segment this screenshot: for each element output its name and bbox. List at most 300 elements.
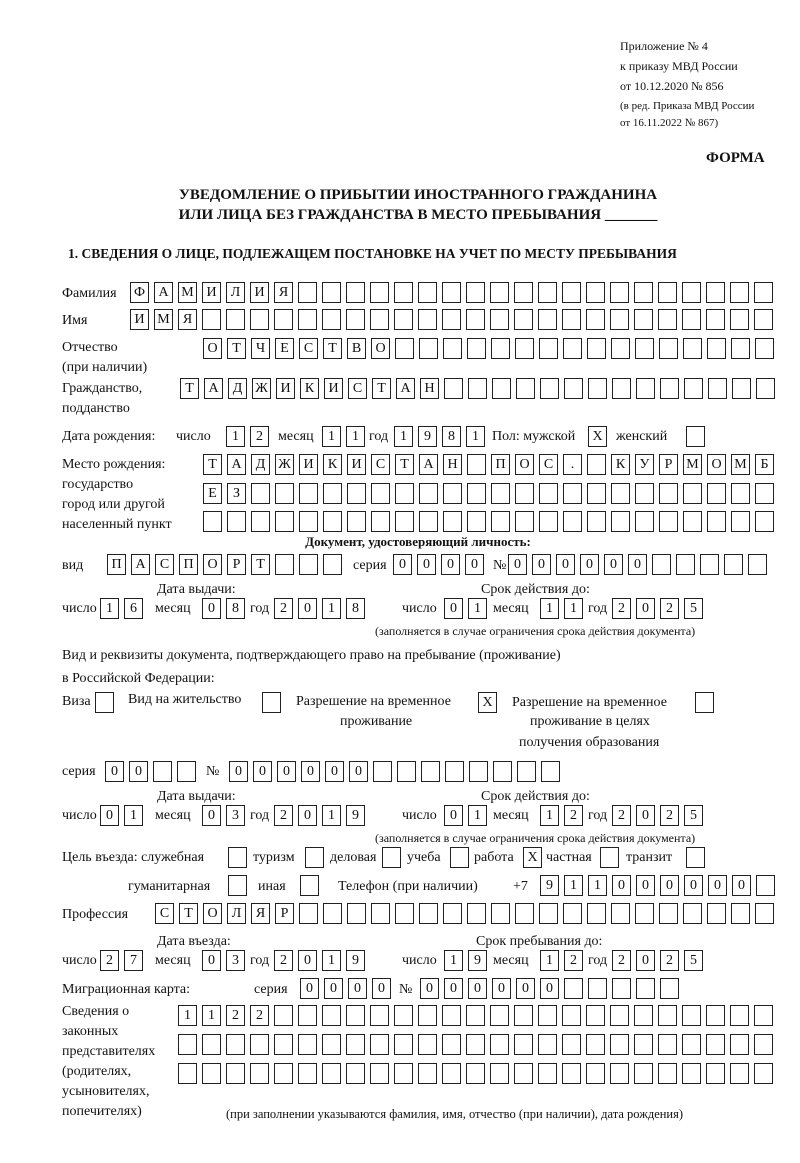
citizenship-cell[interactable] <box>564 378 583 399</box>
birthplace-3-cell[interactable] <box>323 511 342 532</box>
stay-number-cell[interactable] <box>493 761 512 782</box>
doc-number-cell[interactable] <box>700 554 719 575</box>
patronymic-cell[interactable]: Ч <box>251 338 270 359</box>
birthplace-2-cell[interactable] <box>611 483 630 504</box>
reps-3-cell[interactable] <box>346 1063 365 1084</box>
purpose-private-cell[interactable] <box>600 847 619 868</box>
profession-cell[interactable] <box>443 903 462 924</box>
birthplace-1-cell[interactable] <box>587 454 606 475</box>
doc-issue-year-cell[interactable]: 2 <box>274 598 293 619</box>
reps-3-cell[interactable] <box>322 1063 341 1084</box>
reps-2-cell[interactable] <box>706 1034 725 1055</box>
birth-year-cell[interactable]: 1 <box>466 426 485 447</box>
reps-3-cell[interactable] <box>394 1063 413 1084</box>
reps-2-cell[interactable] <box>730 1034 749 1055</box>
doc-valid-year-cell[interactable]: 0 <box>636 598 655 619</box>
stay-number-cell[interactable]: 0 <box>349 761 368 782</box>
birthplace-2-cell[interactable] <box>467 483 486 504</box>
doc-number-cell[interactable]: 0 <box>580 554 599 575</box>
patronymic-cell[interactable] <box>683 338 702 359</box>
doc-valid-day-cell[interactable]: 1 <box>468 598 487 619</box>
profession-cell[interactable] <box>611 903 630 924</box>
citizenship-cell[interactable] <box>492 378 511 399</box>
surname-cell[interactable] <box>730 282 749 303</box>
profession-cell[interactable] <box>587 903 606 924</box>
birthplace-1-cell[interactable]: Т <box>203 454 222 475</box>
citizenship-cell[interactable]: Н <box>420 378 439 399</box>
birthplace-3-cell[interactable] <box>299 511 318 532</box>
reps-2-cell[interactable] <box>418 1034 437 1055</box>
birthplace-1-cell[interactable]: Т <box>395 454 414 475</box>
name-cell[interactable] <box>346 309 365 330</box>
surname-cell[interactable]: М <box>178 282 197 303</box>
birthplace-1-cell[interactable]: У <box>635 454 654 475</box>
name-cell[interactable] <box>274 309 293 330</box>
reps-2-cell[interactable] <box>226 1034 245 1055</box>
name-cell[interactable] <box>298 309 317 330</box>
mc-series-cell[interactable]: 0 <box>348 978 367 999</box>
surname-cell[interactable] <box>466 282 485 303</box>
birthplace-2-cell[interactable]: Е <box>203 483 222 504</box>
citizenship-cell[interactable] <box>708 378 727 399</box>
doc-kind-cell[interactable] <box>299 554 318 575</box>
surname-cell[interactable]: И <box>250 282 269 303</box>
doc-kind-cell[interactable] <box>275 554 294 575</box>
reps-1-cell[interactable] <box>298 1005 317 1026</box>
mc-number-cell[interactable]: 0 <box>492 978 511 999</box>
citizenship-cell[interactable]: Д <box>228 378 247 399</box>
birthplace-2-cell[interactable] <box>683 483 702 504</box>
birthplace-3-cell[interactable] <box>683 511 702 532</box>
profession-cell[interactable] <box>347 903 366 924</box>
birthplace-2-cell[interactable] <box>419 483 438 504</box>
stay-number-cell[interactable]: 0 <box>325 761 344 782</box>
profession-cell[interactable] <box>491 903 510 924</box>
reps-3-cell[interactable] <box>634 1063 653 1084</box>
citizenship-cell[interactable] <box>612 378 631 399</box>
reps-3-cell[interactable] <box>754 1063 773 1084</box>
profession-cell[interactable] <box>707 903 726 924</box>
doc-number-cell[interactable]: 0 <box>532 554 551 575</box>
birthplace-2-cell[interactable] <box>707 483 726 504</box>
name-cell[interactable] <box>730 309 749 330</box>
stay-number-cell[interactable] <box>373 761 392 782</box>
reps-3-cell[interactable] <box>202 1063 221 1084</box>
doc-issue-day-cell[interactable]: 6 <box>124 598 143 619</box>
reps-3-cell[interactable] <box>298 1063 317 1084</box>
profession-cell[interactable] <box>683 903 702 924</box>
birthplace-3-cell[interactable] <box>563 511 582 532</box>
doc-number-cell[interactable] <box>676 554 695 575</box>
birthplace-3-cell[interactable] <box>731 511 750 532</box>
entry-month-cell[interactable]: 0 <box>202 950 221 971</box>
stay-until-year-cell[interactable]: 2 <box>612 950 631 971</box>
birthplace-2-cell[interactable] <box>587 483 606 504</box>
stay-issue-year-cell[interactable]: 1 <box>322 805 341 826</box>
birthplace-3-cell[interactable] <box>395 511 414 532</box>
birth-year-cell[interactable]: 9 <box>418 426 437 447</box>
stay-until-year-cell[interactable]: 5 <box>684 950 703 971</box>
name-cell[interactable] <box>682 309 701 330</box>
mc-number-cell[interactable] <box>588 978 607 999</box>
stay-issue-day-cell[interactable]: 1 <box>124 805 143 826</box>
reps-2-cell[interactable] <box>634 1034 653 1055</box>
purpose-transit-cell[interactable] <box>686 847 705 868</box>
reps-1-cell[interactable] <box>754 1005 773 1026</box>
profession-cell[interactable] <box>467 903 486 924</box>
doc-valid-month-cell[interactable]: 1 <box>564 598 583 619</box>
birth-year-cell[interactable]: 8 <box>442 426 461 447</box>
reps-1-cell[interactable]: 2 <box>226 1005 245 1026</box>
citizenship-cell[interactable]: И <box>276 378 295 399</box>
trp-edu-cell[interactable] <box>695 692 714 713</box>
reps-2-cell[interactable] <box>202 1034 221 1055</box>
patronymic-cell[interactable] <box>755 338 774 359</box>
name-cell[interactable] <box>586 309 605 330</box>
reps-3-cell[interactable] <box>442 1063 461 1084</box>
doc-number-cell[interactable] <box>724 554 743 575</box>
birthplace-1-cell[interactable]: С <box>539 454 558 475</box>
profession-cell[interactable] <box>635 903 654 924</box>
surname-cell[interactable] <box>634 282 653 303</box>
patronymic-cell[interactable] <box>539 338 558 359</box>
doc-number-cell[interactable]: 0 <box>604 554 623 575</box>
stay-until-year-cell[interactable]: 2 <box>660 950 679 971</box>
birthplace-2-cell[interactable] <box>635 483 654 504</box>
phone-cell[interactable]: 9 <box>540 875 559 896</box>
doc-number-cell[interactable]: 0 <box>508 554 527 575</box>
patronymic-cell[interactable]: О <box>371 338 390 359</box>
surname-cell[interactable]: Ф <box>130 282 149 303</box>
reps-2-cell[interactable] <box>682 1034 701 1055</box>
reps-1-cell[interactable] <box>466 1005 485 1026</box>
stay-number-cell[interactable] <box>517 761 536 782</box>
name-cell[interactable] <box>754 309 773 330</box>
doc-number-cell[interactable]: 0 <box>628 554 647 575</box>
profession-cell[interactable]: Я <box>251 903 270 924</box>
birthplace-3-cell[interactable] <box>635 511 654 532</box>
birthplace-3-cell[interactable] <box>467 511 486 532</box>
reps-1-cell[interactable]: 1 <box>178 1005 197 1026</box>
patronymic-cell[interactable] <box>635 338 654 359</box>
reps-3-cell[interactable] <box>706 1063 725 1084</box>
profession-cell[interactable] <box>659 903 678 924</box>
reps-3-cell[interactable] <box>730 1063 749 1084</box>
name-cell[interactable]: Я <box>178 309 197 330</box>
purpose-tourism-cell[interactable] <box>305 847 324 868</box>
purpose-work-cell[interactable]: X <box>523 847 542 868</box>
surname-cell[interactable] <box>538 282 557 303</box>
birthplace-2-cell[interactable] <box>443 483 462 504</box>
phone-cell[interactable]: 1 <box>588 875 607 896</box>
reps-3-cell[interactable] <box>658 1063 677 1084</box>
patronymic-cell[interactable]: С <box>299 338 318 359</box>
reps-1-cell[interactable] <box>634 1005 653 1026</box>
surname-cell[interactable] <box>490 282 509 303</box>
stay-number-cell[interactable] <box>421 761 440 782</box>
profession-cell[interactable] <box>515 903 534 924</box>
doc-kind-cell[interactable]: А <box>131 554 150 575</box>
birth-month-cell[interactable]: 1 <box>346 426 365 447</box>
trp-cell[interactable]: X <box>478 692 497 713</box>
stay-number-cell[interactable]: 0 <box>229 761 248 782</box>
birthplace-3-cell[interactable] <box>587 511 606 532</box>
reps-1-cell[interactable] <box>730 1005 749 1026</box>
doc-issue-month-cell[interactable]: 0 <box>202 598 221 619</box>
patronymic-cell[interactable]: Т <box>227 338 246 359</box>
name-cell[interactable] <box>442 309 461 330</box>
mc-number-cell[interactable] <box>660 978 679 999</box>
birthplace-1-cell[interactable]: Р <box>659 454 678 475</box>
birthplace-3-cell[interactable] <box>491 511 510 532</box>
reps-1-cell[interactable] <box>586 1005 605 1026</box>
reps-2-cell[interactable] <box>442 1034 461 1055</box>
birthplace-3-cell[interactable] <box>515 511 534 532</box>
mc-number-cell[interactable]: 0 <box>420 978 439 999</box>
reps-1-cell[interactable] <box>610 1005 629 1026</box>
doc-series-cell[interactable]: 0 <box>441 554 460 575</box>
citizenship-cell[interactable]: А <box>204 378 223 399</box>
patronymic-cell[interactable]: В <box>347 338 366 359</box>
name-cell[interactable] <box>634 309 653 330</box>
name-cell[interactable] <box>538 309 557 330</box>
purpose-other-cell[interactable] <box>300 875 319 896</box>
stay-issue-month-cell[interactable]: 0 <box>202 805 221 826</box>
patronymic-cell[interactable] <box>515 338 534 359</box>
birthplace-3-cell[interactable] <box>755 511 774 532</box>
reps-1-cell[interactable] <box>682 1005 701 1026</box>
reps-3-cell[interactable] <box>586 1063 605 1084</box>
reps-2-cell[interactable] <box>370 1034 389 1055</box>
birthplace-3-cell[interactable] <box>227 511 246 532</box>
reps-1-cell[interactable] <box>538 1005 557 1026</box>
doc-kind-cell[interactable] <box>323 554 342 575</box>
stay-series-cell[interactable] <box>177 761 196 782</box>
stay-valid-day-cell[interactable]: 0 <box>444 805 463 826</box>
profession-cell[interactable]: Т <box>179 903 198 924</box>
surname-cell[interactable] <box>370 282 389 303</box>
surname-cell[interactable] <box>754 282 773 303</box>
reps-1-cell[interactable] <box>562 1005 581 1026</box>
purpose-study-cell[interactable] <box>450 847 469 868</box>
reps-2-cell[interactable] <box>250 1034 269 1055</box>
profession-cell[interactable]: Л <box>227 903 246 924</box>
stay-until-day-cell[interactable]: 1 <box>444 950 463 971</box>
surname-cell[interactable] <box>658 282 677 303</box>
patronymic-cell[interactable] <box>395 338 414 359</box>
birthplace-1-cell[interactable]: С <box>371 454 390 475</box>
mc-series-cell[interactable]: 0 <box>300 978 319 999</box>
patronymic-cell[interactable] <box>491 338 510 359</box>
birthplace-1-cell[interactable]: И <box>347 454 366 475</box>
birthplace-3-cell[interactable] <box>443 511 462 532</box>
surname-cell[interactable]: И <box>202 282 221 303</box>
doc-kind-cell[interactable]: О <box>203 554 222 575</box>
birthplace-1-cell[interactable] <box>467 454 486 475</box>
reps-3-cell[interactable] <box>250 1063 269 1084</box>
stay-valid-day-cell[interactable]: 1 <box>468 805 487 826</box>
birthplace-3-cell[interactable] <box>659 511 678 532</box>
patronymic-cell[interactable] <box>443 338 462 359</box>
doc-kind-cell[interactable]: П <box>107 554 126 575</box>
reps-1-cell[interactable] <box>706 1005 725 1026</box>
reps-2-cell[interactable] <box>586 1034 605 1055</box>
citizenship-cell[interactable] <box>516 378 535 399</box>
reps-1-cell[interactable] <box>322 1005 341 1026</box>
stay-number-cell[interactable] <box>397 761 416 782</box>
citizenship-cell[interactable]: С <box>348 378 367 399</box>
entry-month-cell[interactable]: 3 <box>226 950 245 971</box>
entry-year-cell[interactable]: 2 <box>274 950 293 971</box>
birthplace-3-cell[interactable] <box>539 511 558 532</box>
profession-cell[interactable]: О <box>203 903 222 924</box>
birthplace-1-cell[interactable]: Н <box>443 454 462 475</box>
sex-female-cell[interactable] <box>686 426 705 447</box>
citizenship-cell[interactable] <box>732 378 751 399</box>
stay-valid-year-cell[interactable]: 2 <box>660 805 679 826</box>
birthplace-2-cell[interactable] <box>539 483 558 504</box>
doc-valid-month-cell[interactable]: 1 <box>540 598 559 619</box>
birthplace-1-cell[interactable]: Д <box>251 454 270 475</box>
stay-until-month-cell[interactable]: 1 <box>540 950 559 971</box>
entry-day-cell[interactable]: 2 <box>100 950 119 971</box>
surname-cell[interactable] <box>418 282 437 303</box>
name-cell[interactable] <box>514 309 533 330</box>
reps-2-cell[interactable] <box>394 1034 413 1055</box>
surname-cell[interactable] <box>298 282 317 303</box>
reps-3-cell[interactable] <box>538 1063 557 1084</box>
reps-2-cell[interactable] <box>754 1034 773 1055</box>
reps-1-cell[interactable] <box>658 1005 677 1026</box>
doc-number-cell[interactable] <box>748 554 767 575</box>
name-cell[interactable] <box>322 309 341 330</box>
birthplace-2-cell[interactable] <box>371 483 390 504</box>
name-cell[interactable] <box>418 309 437 330</box>
phone-cell[interactable]: 1 <box>564 875 583 896</box>
birthplace-3-cell[interactable] <box>203 511 222 532</box>
doc-issue-year-cell[interactable]: 0 <box>298 598 317 619</box>
name-cell[interactable] <box>226 309 245 330</box>
birthplace-1-cell[interactable]: А <box>419 454 438 475</box>
reps-3-cell[interactable] <box>226 1063 245 1084</box>
birthplace-2-cell[interactable] <box>659 483 678 504</box>
phone-cell[interactable]: 0 <box>708 875 727 896</box>
birthplace-1-cell[interactable]: П <box>491 454 510 475</box>
birthplace-2-cell[interactable] <box>251 483 270 504</box>
reps-2-cell[interactable] <box>538 1034 557 1055</box>
stay-series-cell[interactable] <box>153 761 172 782</box>
patronymic-cell[interactable] <box>611 338 630 359</box>
profession-cell[interactable]: С <box>155 903 174 924</box>
birthplace-2-cell[interactable] <box>395 483 414 504</box>
phone-cell[interactable] <box>756 875 775 896</box>
profession-cell[interactable] <box>299 903 318 924</box>
surname-cell[interactable] <box>322 282 341 303</box>
birth-year-cell[interactable]: 1 <box>394 426 413 447</box>
doc-kind-cell[interactable]: Т <box>251 554 270 575</box>
doc-issue-year-cell[interactable]: 8 <box>346 598 365 619</box>
birthplace-2-cell[interactable] <box>755 483 774 504</box>
birthplace-2-cell[interactable] <box>731 483 750 504</box>
birthplace-1-cell[interactable]: Б <box>755 454 774 475</box>
reps-3-cell[interactable] <box>274 1063 293 1084</box>
citizenship-cell[interactable]: Т <box>372 378 391 399</box>
patronymic-cell[interactable]: Т <box>323 338 342 359</box>
name-cell[interactable]: М <box>154 309 173 330</box>
birthplace-2-cell[interactable] <box>515 483 534 504</box>
reps-2-cell[interactable] <box>610 1034 629 1055</box>
birthplace-2-cell[interactable] <box>563 483 582 504</box>
reps-2-cell[interactable] <box>490 1034 509 1055</box>
birthplace-1-cell[interactable]: О <box>515 454 534 475</box>
birthplace-3-cell[interactable] <box>371 511 390 532</box>
name-cell[interactable] <box>706 309 725 330</box>
phone-cell[interactable]: 0 <box>732 875 751 896</box>
doc-valid-day-cell[interactable]: 0 <box>444 598 463 619</box>
reps-3-cell[interactable] <box>370 1063 389 1084</box>
birthplace-1-cell[interactable]: Ж <box>275 454 294 475</box>
doc-issue-year-cell[interactable]: 1 <box>322 598 341 619</box>
name-cell[interactable] <box>394 309 413 330</box>
entry-day-cell[interactable]: 7 <box>124 950 143 971</box>
birthplace-2-cell[interactable] <box>299 483 318 504</box>
birthplace-2-cell[interactable]: З <box>227 483 246 504</box>
mc-number-cell[interactable] <box>636 978 655 999</box>
name-cell[interactable] <box>658 309 677 330</box>
doc-series-cell[interactable]: 0 <box>393 554 412 575</box>
patronymic-cell[interactable] <box>467 338 486 359</box>
birthplace-1-cell[interactable]: А <box>227 454 246 475</box>
mc-series-cell[interactable]: 0 <box>324 978 343 999</box>
stay-number-cell[interactable] <box>445 761 464 782</box>
birthplace-2-cell[interactable] <box>275 483 294 504</box>
citizenship-cell[interactable] <box>588 378 607 399</box>
citizenship-cell[interactable] <box>468 378 487 399</box>
patronymic-cell[interactable] <box>563 338 582 359</box>
reps-1-cell[interactable] <box>490 1005 509 1026</box>
patronymic-cell[interactable] <box>707 338 726 359</box>
doc-kind-cell[interactable]: П <box>179 554 198 575</box>
stay-number-cell[interactable] <box>541 761 560 782</box>
phone-cell[interactable]: 0 <box>660 875 679 896</box>
reps-2-cell[interactable] <box>562 1034 581 1055</box>
mc-number-cell[interactable]: 0 <box>444 978 463 999</box>
reps-2-cell[interactable] <box>274 1034 293 1055</box>
stay-valid-year-cell[interactable]: 0 <box>636 805 655 826</box>
surname-cell[interactable] <box>586 282 605 303</box>
reps-1-cell[interactable] <box>514 1005 533 1026</box>
profession-cell[interactable] <box>395 903 414 924</box>
reps-2-cell[interactable] <box>466 1034 485 1055</box>
profession-cell[interactable] <box>539 903 558 924</box>
birthplace-3-cell[interactable] <box>251 511 270 532</box>
stay-issue-month-cell[interactable]: 3 <box>226 805 245 826</box>
reps-3-cell[interactable] <box>562 1063 581 1084</box>
doc-number-cell[interactable] <box>652 554 671 575</box>
surname-cell[interactable] <box>610 282 629 303</box>
birthplace-3-cell[interactable] <box>611 511 630 532</box>
surname-cell[interactable] <box>682 282 701 303</box>
name-cell[interactable] <box>250 309 269 330</box>
birthplace-1-cell[interactable]: И <box>299 454 318 475</box>
stay-issue-year-cell[interactable]: 9 <box>346 805 365 826</box>
purpose-business-cell[interactable] <box>382 847 401 868</box>
citizenship-cell[interactable]: А <box>396 378 415 399</box>
reps-2-cell[interactable] <box>322 1034 341 1055</box>
reps-3-cell[interactable] <box>466 1063 485 1084</box>
birthplace-3-cell[interactable] <box>275 511 294 532</box>
stay-issue-day-cell[interactable]: 0 <box>100 805 119 826</box>
